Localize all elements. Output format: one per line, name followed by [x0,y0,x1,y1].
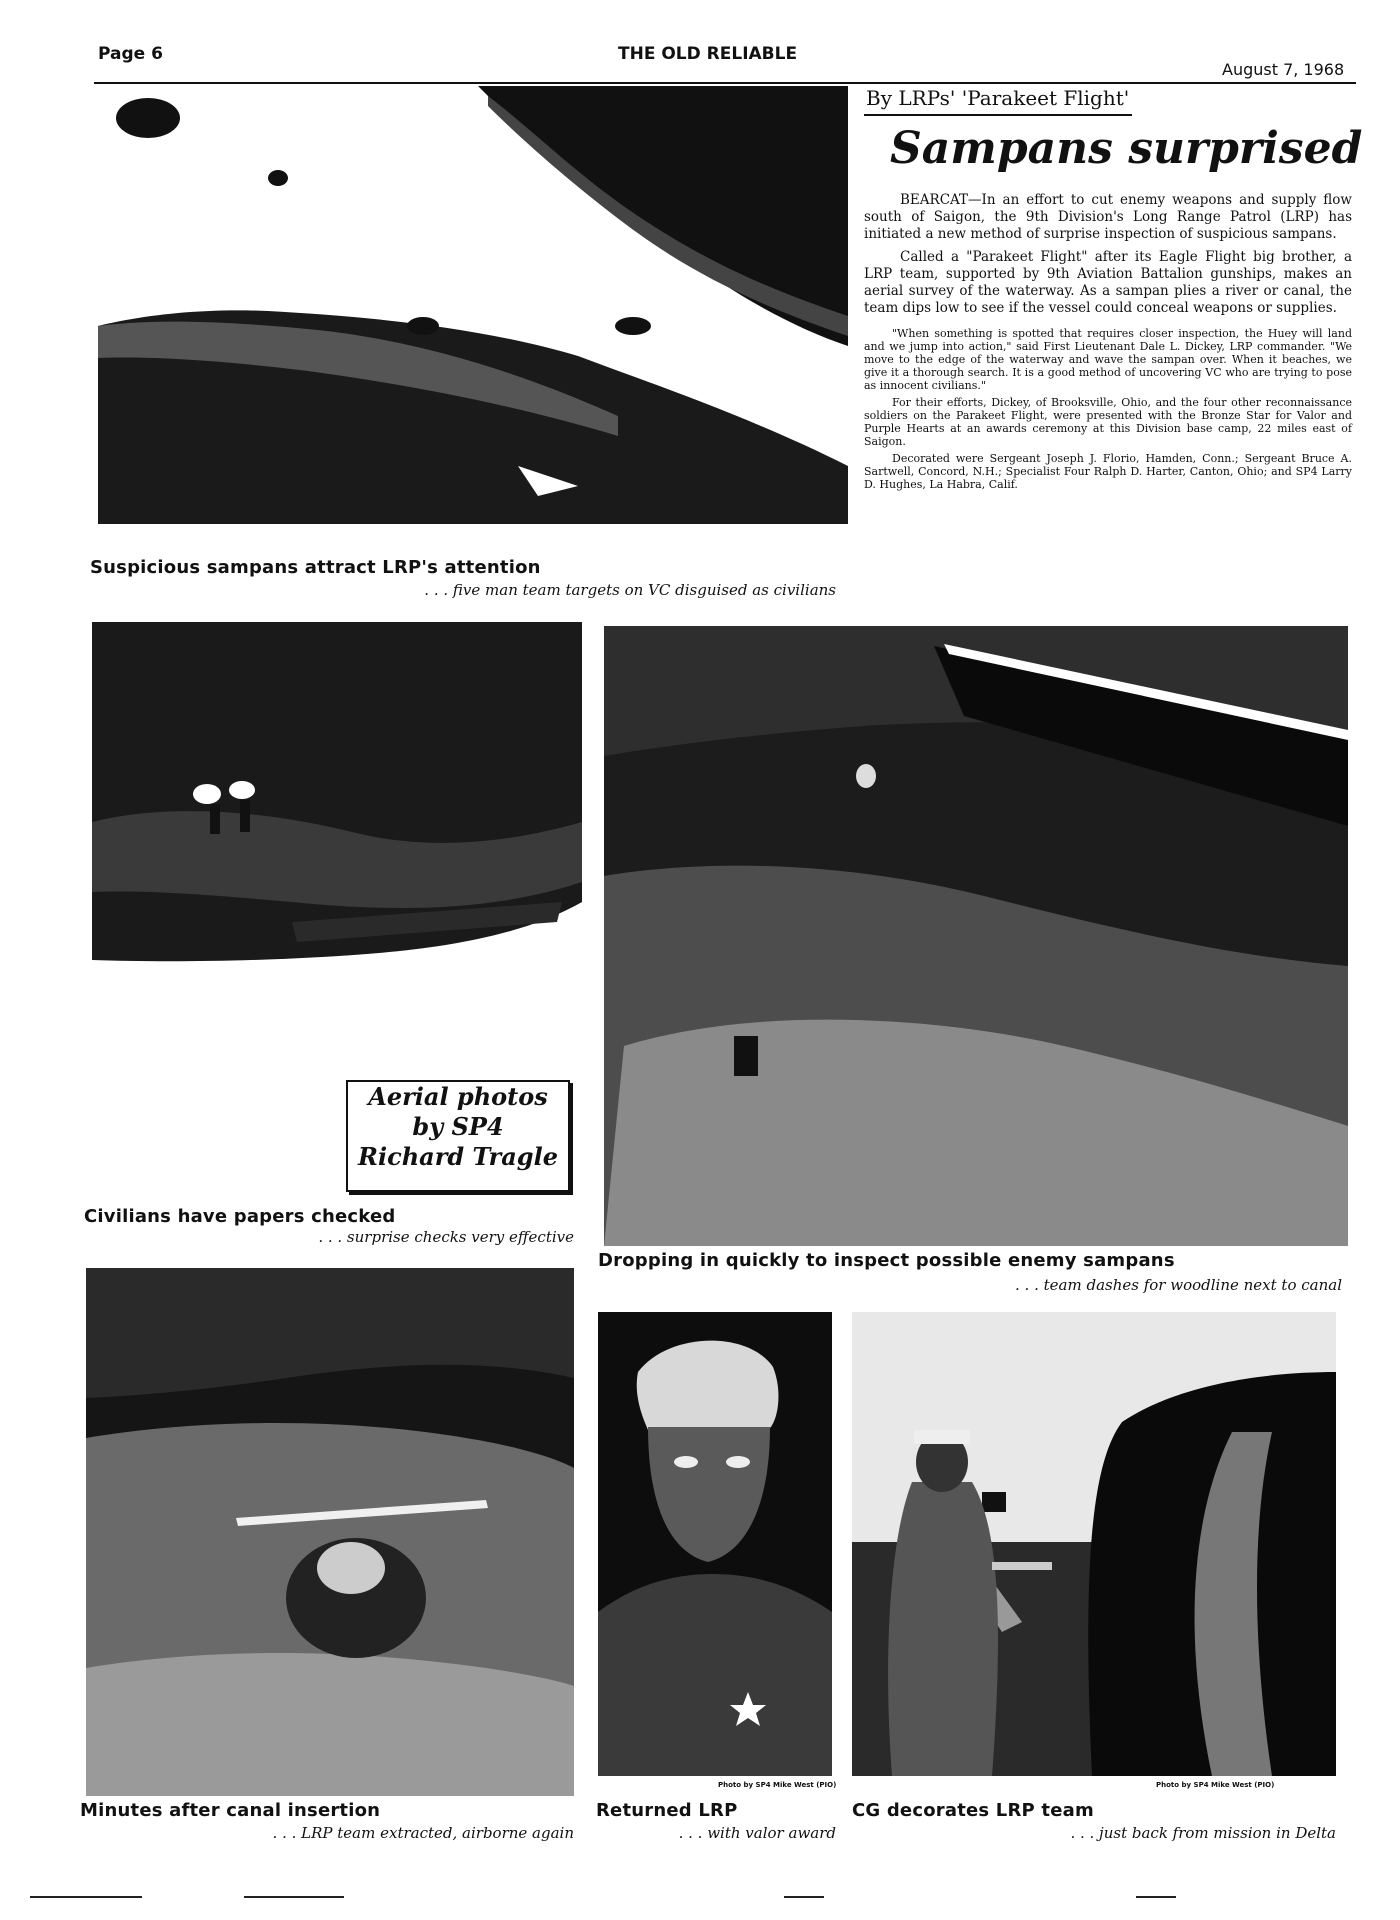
aerial-photos-credit-box [346,1080,570,1192]
caption-returned-sub: . . . with valor award [678,1824,836,1842]
scan-mark [244,1896,344,1898]
caption-civilians-headline: Civilians have papers checked [84,1206,396,1227]
header-rule [94,82,1356,84]
caption-sampans-headline: Suspicious sampans attract LRP's attention [90,557,541,578]
page-number: Page 6 [98,44,163,64]
caption-cg-sub: . . . just back from mission in Delta [1070,1824,1336,1842]
article-paragraph: Decorated were Sergeant Joseph J. Florio, Hamden, Conn.; Sergeant Bruce A. Sartwell, Concord, N.H.; Specialist Four Ralph D. Harter, Canton, Ohio; and SP4 Larry D. Hughes, La Habra, Calif. [864,452,1352,491]
photo-sampans-aerial [98,86,848,524]
caption-dropping-sub: . . . team dashes for woodline next to canal [1015,1276,1342,1294]
article-paragraph: Called a "Parakeet Flight" after its Eagle Flight big brother, a LRP team, supported by 9th Aviation Battalion gunships, makes an aerial survey of the waterway. As a sampan plies a river or canal, the team dips low to see if the vessel could conceal weapons or supplies. [864,249,1352,316]
photo-credit-cg: Photo by SP4 Mike West (PIO) [1156,1781,1275,1789]
scan-mark [784,1896,824,1898]
credit-box-line: by SP4 [412,1112,504,1141]
scan-mark [30,1896,142,1898]
byline-rule [864,114,1132,116]
photo-returned-lrp [598,1312,832,1776]
caption-dropping-headline: Dropping in quickly to inspect possible enemy sampans [598,1250,1175,1271]
issue-date: August 7, 1968 [1222,60,1345,79]
photo-canal-insertion [86,1268,574,1796]
caption-civilians-sub: . . . surprise checks very effective [318,1228,574,1246]
caption-returned-headline: Returned LRP [596,1800,738,1821]
article-paragraph: "When something is spotted that requires closer inspection, the Huey will land and we jump into action," said First Lieutenant Dale L. Dickey, LRP commander. "We move to the edge of the waterway and wave the sampan over. When it beaches, we give it a thorough search. It is a good method of uncovering VC who are trying to pose as innocent civilians." [864,327,1352,392]
article-paragraph: For their efforts, Dickey, of Brooksville, Ohio, and the four other reconnaissance soldiers on the Parakeet Flight, were presented with the Bronze Star for Valor and Purple Hearts at an awards ceremony at this Division base camp, 22 miles east of Saigon. [864,396,1352,448]
caption-minutes-sub: . . . LRP team extracted, airborne again [272,1824,574,1842]
photo-cg-decorates [852,1312,1336,1776]
photo-dropping-in [604,626,1348,1246]
credit-box-line: Aerial photos [368,1082,548,1111]
article-headline: Sampans surprised [890,123,1363,174]
newspaper-name: THE OLD RELIABLE [618,44,798,64]
article-body [864,192,1352,491]
caption-sampans-sub: . . . five man team targets on VC disguised as civilians [424,581,836,599]
caption-cg-headline: CG decorates LRP team [852,1800,1094,1821]
article-byline: By LRPs' 'Parakeet Flight' [866,86,1130,110]
scan-mark [1136,1896,1176,1898]
article-paragraph: BEARCAT—In an effort to cut enemy weapons and supply flow south of Saigon, the 9th Division's Long Range Patrol (LRP) has initiated a new method of surprise inspection of suspicious sampans. [864,192,1352,242]
credit-box-line: Richard Tragle [358,1142,558,1171]
caption-minutes-headline: Minutes after canal insertion [80,1800,381,1821]
photo-credit-returned: Photo by SP4 Mike West (PIO) [718,1781,837,1789]
